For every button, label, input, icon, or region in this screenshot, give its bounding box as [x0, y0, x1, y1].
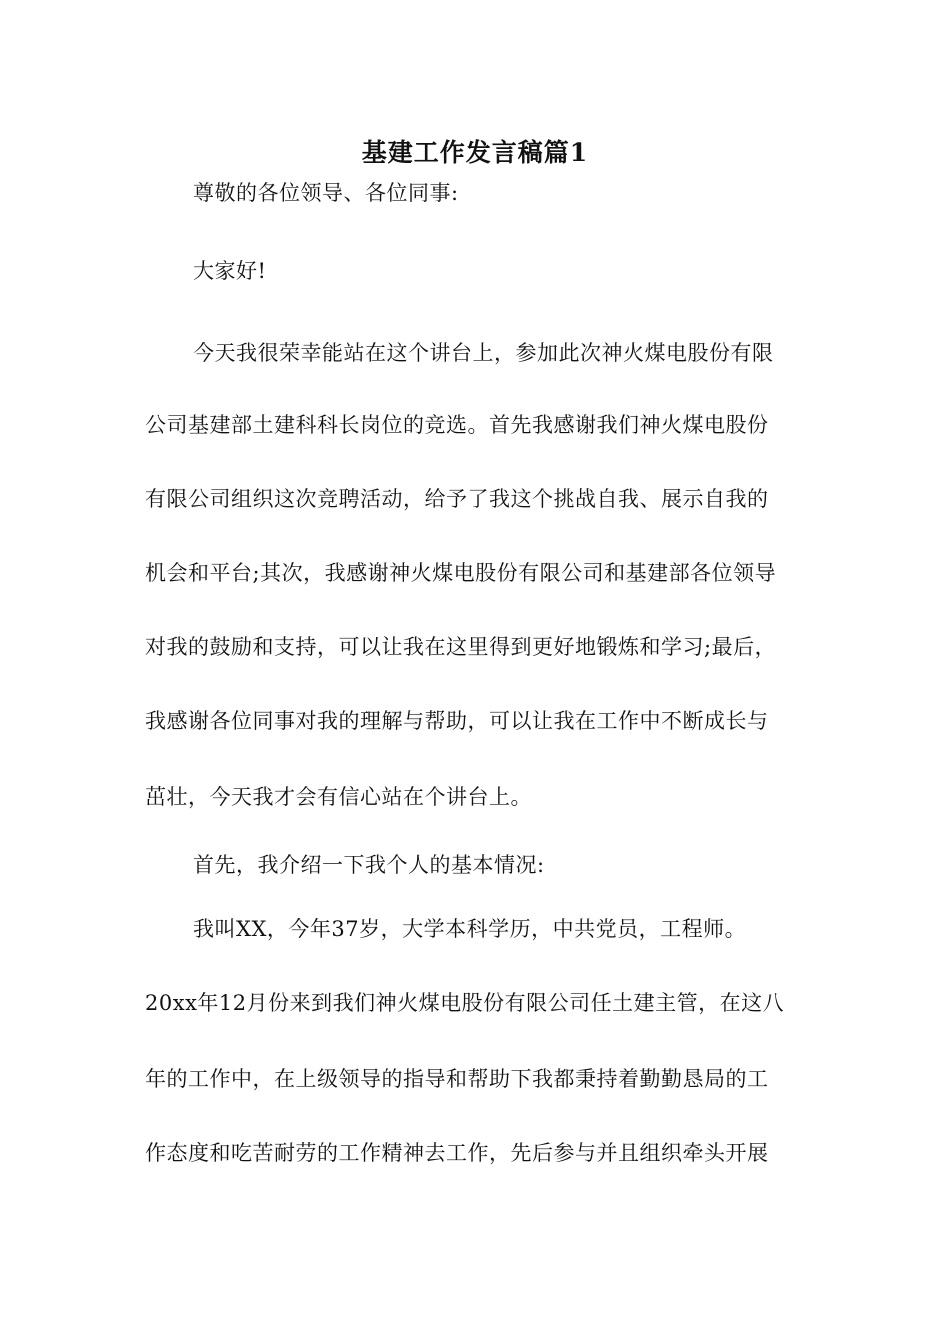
- paragraph-3-line-2: 20xx年12月份来到我们神火煤电股份有限公司任土建主管，在这八: [145, 991, 785, 1015]
- paragraph-1-line-7: 茁壮，今天我才会有信心站在个讲台上。: [145, 785, 532, 809]
- paragraph-1-line-4: 机会和平台;其次，我感谢神火煤电股份有限公司和基建部各位领导: [145, 561, 777, 585]
- paragraph-3-line-4: 作态度和吃苦耐劳的工作精神去工作，先后参与并且组织牵头开展: [145, 1141, 769, 1165]
- paragraph-1-line-6: 我感谢各位同事对我的理解与帮助，可以让我在工作中不断成长与: [145, 709, 769, 733]
- paragraph-3-line-1: 我叫XX，今年37岁，大学本科学历，中共党员，工程师。: [193, 917, 747, 941]
- paragraph-3-line-3: 年的工作中，在上级领导的指导和帮助下我都秉持着勤勤恳局的工: [145, 1067, 769, 1091]
- paragraph-1-line-5: 对我的鼓励和支持，可以让我在这里得到更好地锻炼和学习;最后，: [145, 635, 777, 659]
- paragraph-2-line-1: 首先，我介绍一下我个人的基本情况:: [193, 853, 545, 877]
- paragraph-1-line-1: 今天我很荣幸能站在这个讲台上，参加此次神火煤电股份有限: [193, 341, 774, 365]
- paragraph-1-line-2: 公司基建部土建科科长岗位的竞选。首先我感谢我们神火煤电股份: [145, 413, 769, 437]
- paragraph-1-line-3: 有限公司组织这次竞聘活动，给予了我这个挑战自我、展示自我的: [145, 487, 769, 511]
- greeting-line: 大家好!: [193, 259, 267, 283]
- salutation-line: 尊敬的各位领导、各位同事:: [193, 181, 459, 205]
- document-title: 基建工作发言稿篇1: [361, 138, 589, 167]
